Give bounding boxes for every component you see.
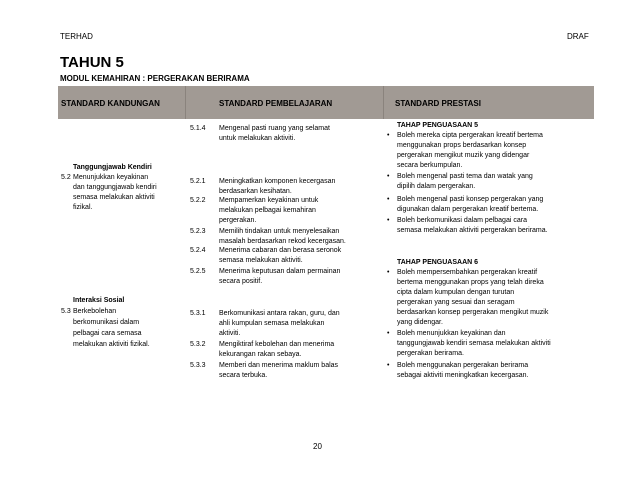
draft-label: DRAF: [567, 32, 589, 41]
kandungan-line: berkomunikasi dalam: [73, 319, 140, 326]
prestasi-line: Boleh menggunakan pergerakan berirama: [397, 362, 529, 369]
pembelajaran-number: 5.2.4: [190, 247, 206, 254]
pembelajaran-line: ahli kumpulan semasa melakukan: [219, 320, 325, 327]
kandungan-line: dan tanggungjawab kendiri: [73, 184, 157, 191]
kandungan-number: 5.2: [61, 174, 71, 181]
prestasi-line: Boleh mengenal pasti tema dan watak yang: [397, 173, 533, 180]
bullet-icon: •: [387, 330, 390, 337]
prestasi-line: Boleh menunjukkan keyakinan dan: [397, 330, 506, 337]
prestasi-line: pergerakan berirama.: [397, 350, 464, 357]
prestasi-line: Boleh mengenal pasti konsep pergerakan yang: [397, 196, 544, 203]
prestasi-line: menggunakan props berdasarkan konsep: [397, 142, 527, 149]
prestasi-line: cipta dalam kumpulan dengan turutan: [397, 289, 515, 296]
kandungan-heading: Tanggungjawab Kendiri: [73, 164, 152, 171]
pembelajaran-line: pergerakan.: [219, 217, 257, 224]
bullet-icon: •: [387, 132, 390, 139]
page-subtitle: MODUL KEMAHIRAN : PERGERAKAN BERIRAMA: [60, 74, 250, 83]
pembelajaran-line: Menerima keputusan dalam permainan: [219, 268, 341, 275]
pembelajaran-line: Mengenal pasti ruang yang selamat: [219, 125, 330, 132]
kandungan-line: Berkebolehan: [73, 308, 117, 315]
pembelajaran-line: semasa melakukan aktiviti.: [219, 257, 303, 264]
prestasi-line: semasa melakukan aktiviti pergerakan berirama.: [397, 227, 548, 234]
pembelajaran-number: 5.2.2: [190, 197, 206, 204]
pembelajaran-line: Meningkatkan komponen kecergasan: [219, 178, 336, 185]
pembelajaran-line: Memberi dan menerima maklum balas: [219, 362, 339, 369]
column-header-kandungan: STANDARD KANDUNGAN: [61, 99, 160, 108]
kandungan-line: pelbagai cara semasa: [73, 330, 142, 337]
pembelajaran-line: kekurangan rakan sebaya.: [219, 351, 302, 358]
bullet-icon: •: [387, 362, 390, 369]
prestasi-line: sebagai aktiviti meningkatkan kecergasan.: [397, 372, 529, 379]
header-divider: [185, 86, 186, 119]
prestasi-line: Boleh mereka cipta pergerakan kreatif bertema: [397, 132, 543, 139]
classification-label: TERHAD: [60, 32, 93, 41]
column-header-prestasi: STANDARD PRESTASI: [395, 99, 481, 108]
pembelajaran-number: 5.3.2: [190, 341, 206, 348]
pembelajaran-line: Menerima cabaran dan berasa seronok: [219, 247, 342, 254]
pembelajaran-line: aktiviti.: [219, 330, 241, 337]
pembelajaran-line: Mempamerkan keyakinan untuk: [219, 197, 319, 204]
column-header-pembelajaran: STANDARD PEMBELAJARAN: [219, 99, 333, 108]
pembelajaran-line: secara terbuka.: [219, 372, 268, 379]
prestasi-line: dipilih dalam pergerakan.: [397, 183, 476, 190]
page-number: 20: [313, 442, 322, 451]
pembelajaran-number: 5.1.4: [190, 125, 206, 132]
pembelajaran-number: 5.2.1: [190, 178, 206, 185]
prestasi-line: digunakan dalam pergerakan kreatif bertema.: [397, 206, 539, 213]
prestasi-line: secara berkumpulan.: [397, 162, 463, 169]
pembelajaran-line: secara positif.: [219, 278, 263, 285]
prestasi-line: pergerakan mengikut muzik yang didengar: [397, 152, 530, 159]
prestasi-line: pergerakan yang sesuai dan seragam: [397, 299, 515, 306]
prestasi-line: Boleh berkomunikasi dalam pelbagai cara: [397, 217, 527, 224]
prestasi-line: bertema menggunakan props yang telah direka: [397, 279, 544, 286]
kandungan-heading: Interaksi Sosial: [73, 297, 125, 304]
pembelajaran-line: Mengiktiraf kebolehan dan menerima: [219, 341, 335, 348]
kandungan-line: Menunjukkan keyakinan: [73, 174, 149, 181]
prestasi-line: tanggungjawab kendiri semasa melakukan aktiviti: [397, 340, 551, 347]
kandungan-line: fizikal.: [73, 204, 93, 211]
tahap-heading: TAHAP PENGUASAAN 6: [397, 259, 479, 266]
pembelajaran-number: 5.3.1: [190, 310, 206, 317]
pembelajaran-number: 5.2.5: [190, 268, 206, 275]
bullet-icon: •: [387, 173, 390, 180]
tahap-heading: TAHAP PENGUASAAN 5: [397, 122, 479, 129]
bullet-icon: •: [387, 217, 390, 224]
header-divider: [383, 86, 384, 119]
pembelajaran-line: Memilih tindakan untuk menyelesaikan: [219, 228, 340, 235]
pembelajaran-number: 5.3.3: [190, 362, 206, 369]
pembelajaran-line: masalah berdasarkan rekod kecergasan.: [219, 238, 346, 245]
kandungan-line: melakukan aktiviti fizikal.: [73, 341, 150, 348]
kandungan-line: semasa melakukan aktiviti: [73, 194, 155, 201]
pembelajaran-line: melakukan pelbagai kemahiran: [219, 207, 316, 214]
prestasi-line: yang didengar.: [397, 319, 443, 326]
pembelajaran-number: 5.2.3: [190, 228, 206, 235]
bullet-icon: •: [387, 196, 390, 203]
pembelajaran-line: berdasarkan kesihatan.: [219, 188, 292, 195]
prestasi-line: berdasarkan konsep pergerakan mengikut muzik: [397, 309, 549, 316]
page-title: TAHUN 5: [60, 54, 124, 71]
pembelajaran-line: Berkomunikasi antara rakan, guru, dan: [219, 310, 340, 317]
kandungan-number: 5.3: [61, 308, 71, 315]
bullet-icon: •: [387, 269, 390, 276]
prestasi-line: Boleh mempersembahkan pergerakan kreatif: [397, 269, 538, 276]
pembelajaran-line: untuk melakukan aktiviti.: [219, 135, 296, 142]
